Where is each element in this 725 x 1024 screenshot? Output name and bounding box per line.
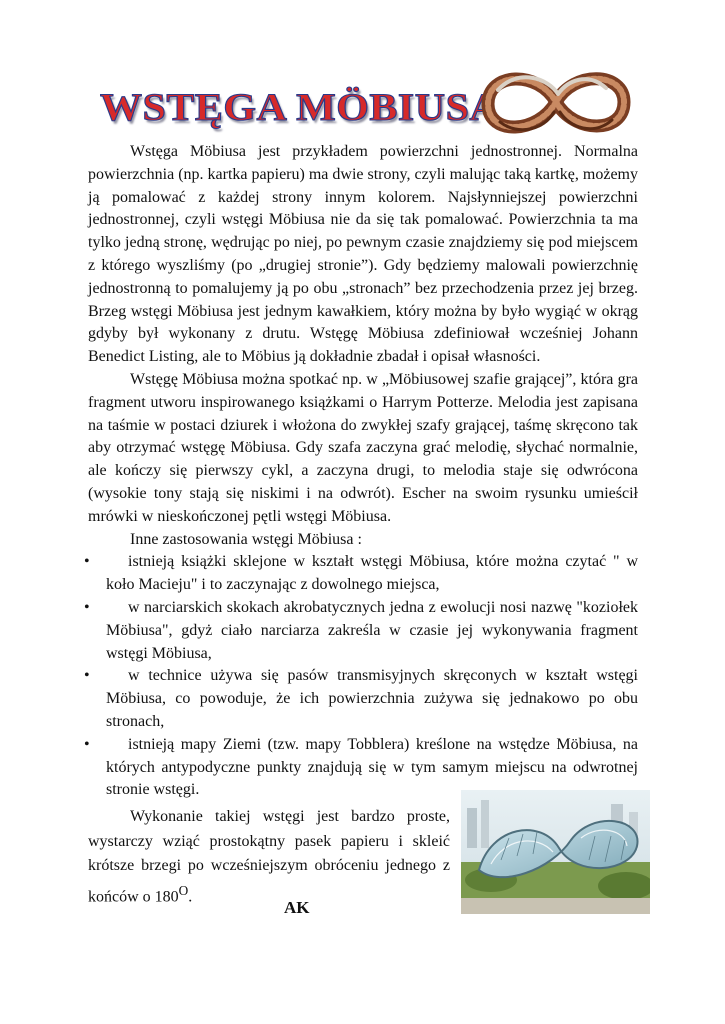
article-body	[84, 141, 638, 802]
list-item	[84, 551, 638, 597]
list-item-text: w narciarskich skokach akrobatycznych jedna z ewolucji nosi nazwę "koziołek Möbiusa", gdyż ciało narciarza zakreśla w czasie jej wykonywania fragment wstęgi Möbiusa,	[106, 598, 638, 662]
final-paragraph-block	[88, 805, 450, 909]
list-item	[84, 597, 638, 665]
paragraph-definition: Wstęga Möbiusa jest przykładem powierzchni jednostronnej. Normalna powierzchnia (np. kartka papieru) ma dwie strony, czyli malując taką kartkę, możemy ją pomalować z każdej strony innym kolorem. Najsłynniejszej powierzchni jednostronnej, czyli wstęgi Möbiusa nie da się tak pomalować. Powierzchnia ta ma tylko jedną stronę, wędrując po niej, po pewnym czasie znajdziemy się pod miejscem z którego wyszliśmy (po „drugiej stronie”). Gdy będziemy malowali powierzchnię jednostronną to pomalujemy ją po obu „stronach” bez przechodzenia przez jej brzeg. Brzeg wstęgi Möbiusa jest jednym kawałkiem, który można by było wygiąć w okrąg gdyby był wykonany z drutu. Wstęgę Möbiusa zdefiniował wcześniej Johann Benedict Listing, ale to Möbius ją dokładnie zbadał i opisał własności.	[88, 143, 638, 366]
bullet-marker: •	[84, 598, 90, 616]
paragraph-applications-intro: Inne zastosowania wstęgi Möbiusa :	[130, 530, 362, 548]
list-item	[84, 665, 638, 733]
paragraph-instructions	[88, 805, 450, 909]
mobius-building-photo	[461, 790, 650, 914]
list-item-text: istnieją mapy Ziemi (tzw. mapy Tobblera) kreślone na wstędze Möbiusa, na których antypodyczne punkty znajdują się w tym samym miejscu na odwrotnej stronie wstęgi.	[106, 735, 638, 799]
applications-list	[84, 551, 638, 802]
list-item-text: w technice używa się pasów transmisyjnych skręconych w kształt wstęgi Möbiusa, co powoduje, że ich powierzchnia zużywa się jednakowo po obu stronach,	[106, 667, 638, 730]
instructions-text: Wykonanie takiej wstęgi jest bardzo proste, wystarczy wziąć prostokątny pasek papieru i skleić krótsze brzegi po wcześniejszym obróceniu jednego z końców o 180	[88, 808, 450, 905]
instructions-period: .	[188, 887, 193, 905]
paragraph-jukebox: Wstęgę Möbiusa można spotkać np. w „Möbiusowej szafie grającej”, która gra fragment utworu inspirowanego książkami o Harrym Potterze. Melodia jest zapisana na taśmie w postaci dziurek i włożona do zwykłej szafy grającej, taśmę skręcono tak aby otrzymać wstęgę Möbiusa. Gdy szafa zaczyna grać melodię, słychać normalnie, ale kończy się pierwszy cykl, a zaczyna drugi, to melodia staje się odwrócona (wysokie tony stają się niskimi i na odwrót). Escher na swoim rysunku umieścił mrówki w nieskończonej pętli wstęgi Möbiusa.	[88, 370, 638, 525]
bullet-marker: •	[84, 553, 90, 571]
degree-mark: O	[178, 882, 189, 898]
author-signature: AK	[284, 898, 310, 917]
mobius-sculpture-image	[478, 64, 634, 142]
bullet-marker: •	[84, 735, 90, 753]
bullet-marker: •	[84, 667, 90, 685]
page-title: WSTĘGA MÖBIUSA	[100, 86, 501, 130]
list-item-text: istnieją książki sklejone w kształt wstęgi Möbiusa, które można czytać " w koło Macieju" i to zaczynając z dowolnego miejsca,	[106, 553, 638, 594]
